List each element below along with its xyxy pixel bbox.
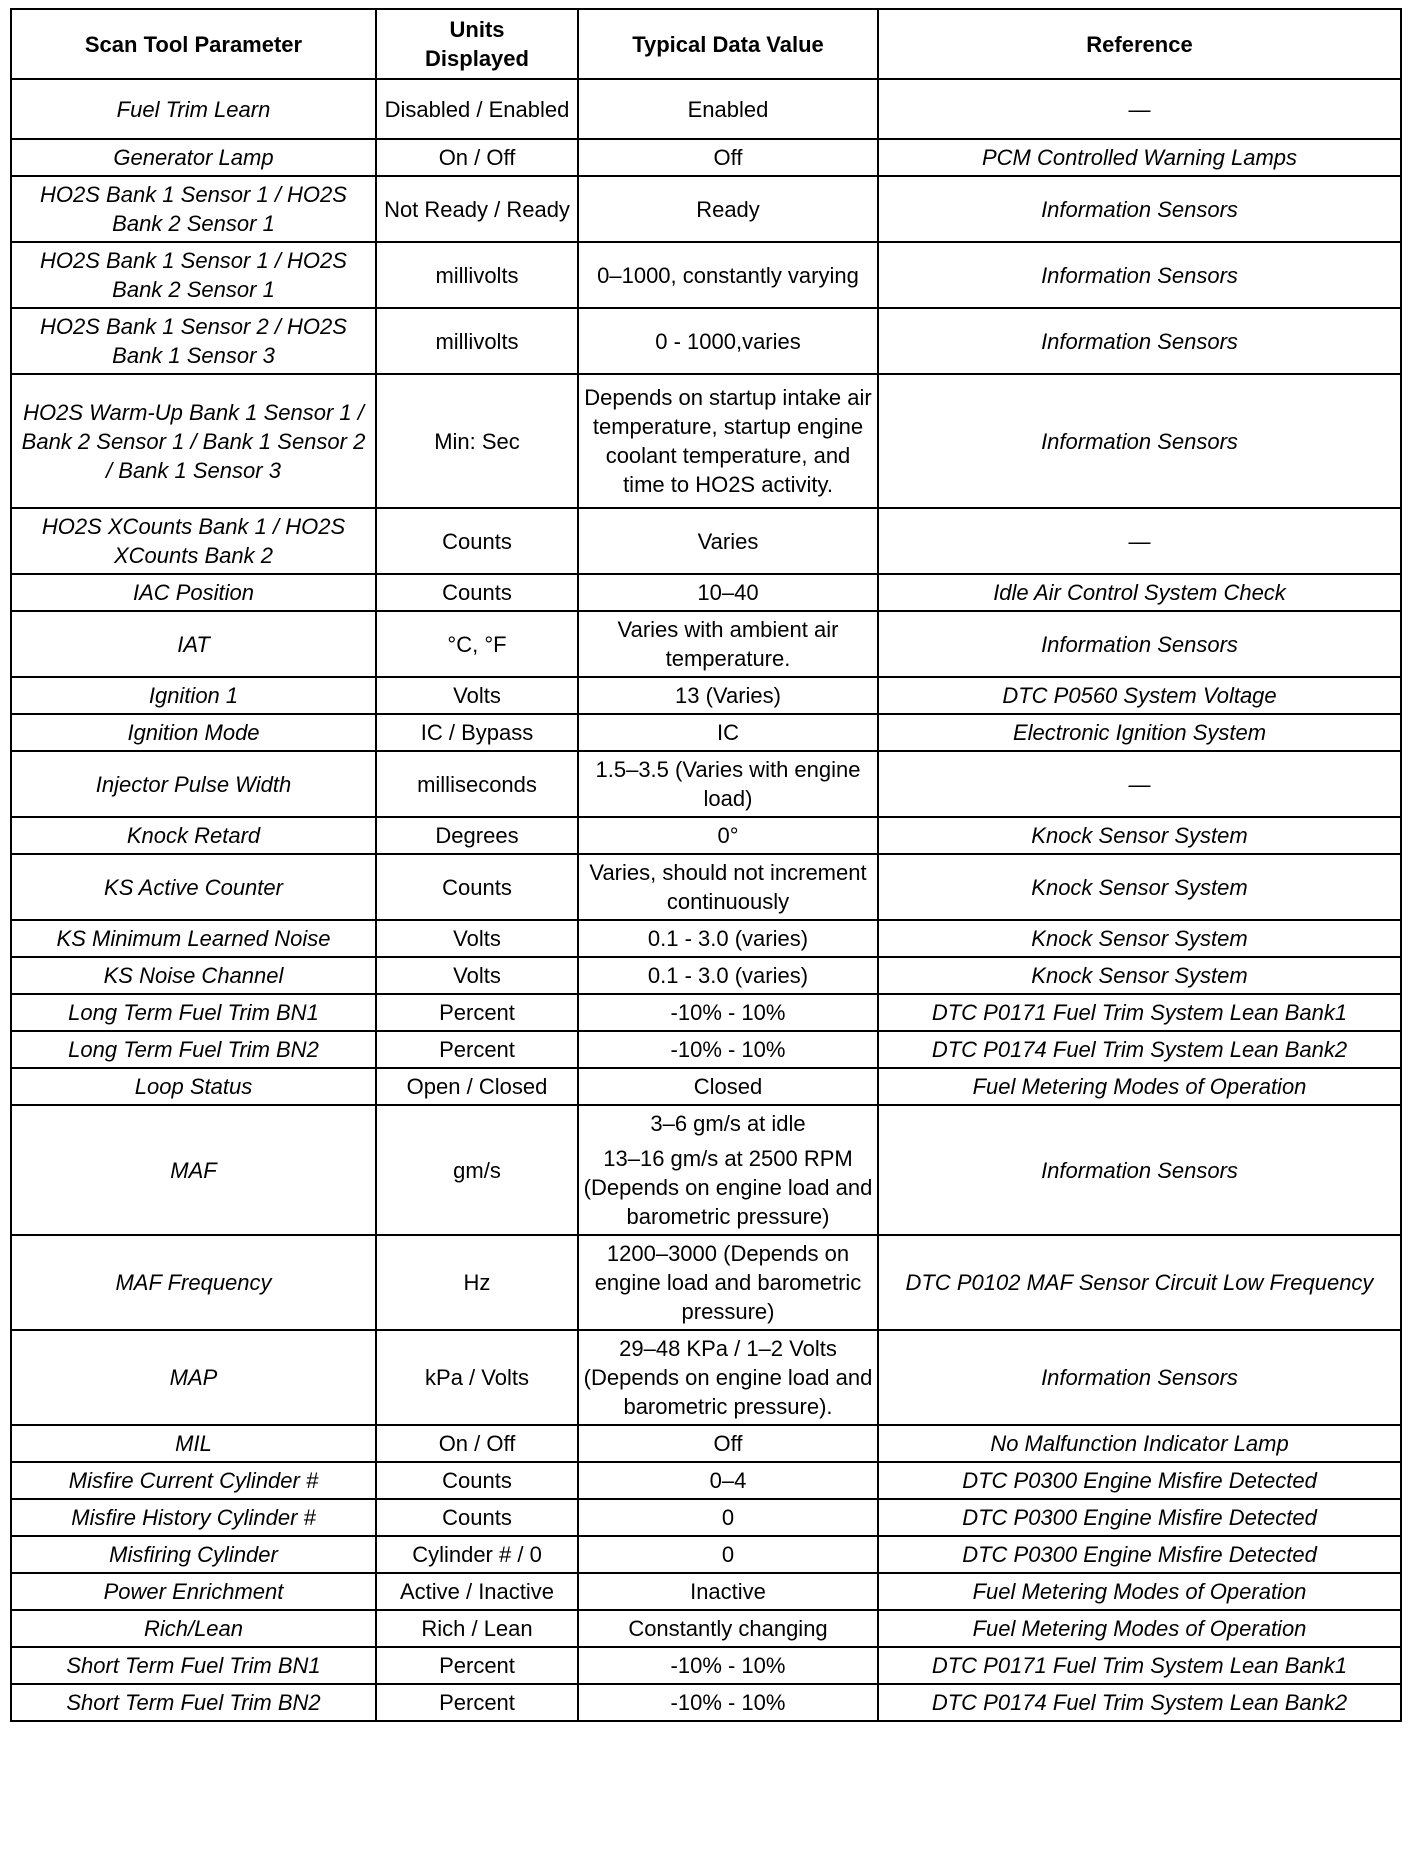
reference-cell: —: [878, 751, 1401, 817]
typical-value-cell: 29–48 KPa / 1–2 Volts (Depends on engine load and barometric pressure).: [578, 1330, 878, 1425]
reference-cell: No Malfunction Indicator Lamp: [878, 1425, 1401, 1462]
reference-cell: Information Sensors: [878, 308, 1401, 374]
table-row: [11, 714, 1401, 751]
parameter-cell: Ignition 1: [11, 677, 376, 714]
typical-value-cell: 10–40: [578, 574, 878, 611]
units-cell: Cylinder # / 0: [376, 1536, 578, 1573]
reference-cell: Knock Sensor System: [878, 920, 1401, 957]
units-cell: On / Off: [376, 139, 578, 176]
table-body: [11, 79, 1401, 1721]
parameter-cell: KS Noise Channel: [11, 957, 376, 994]
reference-cell: —: [878, 79, 1401, 139]
reference-cell: Information Sensors: [878, 176, 1401, 242]
units-cell: IC / Bypass: [376, 714, 578, 751]
table-row: [11, 957, 1401, 994]
typical-value-cell: -10% - 10%: [578, 1684, 878, 1721]
table-row: [11, 677, 1401, 714]
units-cell: Min: Sec: [376, 374, 578, 508]
reference-cell: DTC P0300 Engine Misfire Detected: [878, 1499, 1401, 1536]
typical-value-cell: Varies with ambient air temperature.: [578, 611, 878, 677]
table-row: [11, 1610, 1401, 1647]
reference-cell: DTC P0174 Fuel Trim System Lean Bank2: [878, 1031, 1401, 1068]
typical-value-cell: -10% - 10%: [578, 1031, 878, 1068]
typical-value-cell: Varies: [578, 508, 878, 574]
parameter-cell: Ignition Mode: [11, 714, 376, 751]
table-row: [11, 817, 1401, 854]
table-row: [11, 1462, 1401, 1499]
header-reference: Reference: [878, 9, 1401, 79]
table-row: [11, 1499, 1401, 1536]
table-row: [11, 176, 1401, 242]
units-cell: °C, °F: [376, 611, 578, 677]
table-row: [11, 1573, 1401, 1610]
header-parameter: Scan Tool Parameter: [11, 9, 376, 79]
typical-value-cell: Off: [578, 139, 878, 176]
table-row: [11, 1425, 1401, 1462]
table-row: [11, 1105, 1401, 1235]
parameter-cell: IAC Position: [11, 574, 376, 611]
table-row: [11, 139, 1401, 176]
parameter-cell: Misfire History Cylinder #: [11, 1499, 376, 1536]
typical-value-cell: [578, 1105, 878, 1235]
units-cell: Degrees: [376, 817, 578, 854]
parameter-cell: Generator Lamp: [11, 139, 376, 176]
table-row: [11, 1068, 1401, 1105]
units-cell: Percent: [376, 1031, 578, 1068]
typical-value-cell: Off: [578, 1425, 878, 1462]
units-cell: Disabled / Enabled: [376, 79, 578, 139]
units-cell: Hz: [376, 1235, 578, 1330]
scan-tool-data-sheet: [10, 8, 1400, 1722]
table-row: [11, 1684, 1401, 1721]
typical-value-cell: -10% - 10%: [578, 994, 878, 1031]
typical-value-line: 3–6 gm/s at idle: [650, 1111, 806, 1136]
reference-cell: Idle Air Control System Check: [878, 574, 1401, 611]
units-cell: Volts: [376, 677, 578, 714]
table-row: [11, 574, 1401, 611]
units-cell: Counts: [376, 1462, 578, 1499]
units-cell: millivolts: [376, 308, 578, 374]
parameter-cell: HO2S XCounts Bank 1 / HO2S XCounts Bank 2: [11, 508, 376, 574]
parameter-cell: Rich/Lean: [11, 1610, 376, 1647]
table-row: [11, 920, 1401, 957]
table-row: [11, 751, 1401, 817]
table-row: [11, 994, 1401, 1031]
header-row: [11, 9, 1401, 79]
parameter-cell: MAF: [11, 1105, 376, 1235]
parameter-cell: KS Minimum Learned Noise: [11, 920, 376, 957]
reference-cell: Knock Sensor System: [878, 957, 1401, 994]
units-cell: Counts: [376, 1499, 578, 1536]
parameter-cell: KS Active Counter: [11, 854, 376, 920]
reference-cell: Knock Sensor System: [878, 854, 1401, 920]
typical-value-cell: 0 - 1000,varies: [578, 308, 878, 374]
typical-value-cell: IC: [578, 714, 878, 751]
reference-cell: DTC P0300 Engine Misfire Detected: [878, 1536, 1401, 1573]
typical-value-cell: Inactive: [578, 1573, 878, 1610]
table-row: [11, 374, 1401, 508]
reference-cell: DTC P0171 Fuel Trim System Lean Bank1: [878, 1647, 1401, 1684]
typical-value-cell: 0.1 - 3.0 (varies): [578, 957, 878, 994]
reference-cell: —: [878, 508, 1401, 574]
units-cell: Volts: [376, 957, 578, 994]
parameter-cell: Loop Status: [11, 1068, 376, 1105]
table-row: [11, 1330, 1401, 1425]
typical-value-cell: Constantly changing: [578, 1610, 878, 1647]
units-cell: kPa / Volts: [376, 1330, 578, 1425]
parameter-cell: Injector Pulse Width: [11, 751, 376, 817]
typical-value-cell: 0°: [578, 817, 878, 854]
typical-value-cell: 0: [578, 1499, 878, 1536]
parameter-cell: Short Term Fuel Trim BN1: [11, 1647, 376, 1684]
typical-value-cell: 0.1 - 3.0 (varies): [578, 920, 878, 957]
typical-value-cell: -10% - 10%: [578, 1647, 878, 1684]
parameter-cell: HO2S Bank 1 Sensor 1 / HO2S Bank 2 Sensor 1: [11, 176, 376, 242]
reference-cell: DTC P0102 MAF Sensor Circuit Low Frequency: [878, 1235, 1401, 1330]
table-row: [11, 1647, 1401, 1684]
table-row: [11, 308, 1401, 374]
units-cell: Percent: [376, 1684, 578, 1721]
typical-value-cell: 13 (Varies): [578, 677, 878, 714]
reference-cell: Information Sensors: [878, 1330, 1401, 1425]
reference-cell: DTC P0174 Fuel Trim System Lean Bank2: [878, 1684, 1401, 1721]
typical-value-cell: 1200–3000 (Depends on engine load and barometric pressure): [578, 1235, 878, 1330]
units-cell: millivolts: [376, 242, 578, 308]
reference-cell: Information Sensors: [878, 242, 1401, 308]
units-cell: On / Off: [376, 1425, 578, 1462]
reference-cell: DTC P0560 System Voltage: [878, 677, 1401, 714]
units-cell: gm/s: [376, 1105, 578, 1235]
reference-cell: DTC P0300 Engine Misfire Detected: [878, 1462, 1401, 1499]
parameter-cell: Misfiring Cylinder: [11, 1536, 376, 1573]
parameter-cell: IAT: [11, 611, 376, 677]
typical-value-extra-line: 13–16 gm/s at 2500 RPM (Depends on engine load and barometric pressure): [583, 1146, 873, 1229]
reference-cell: Information Sensors: [878, 374, 1401, 508]
typical-value-cell: Ready: [578, 176, 878, 242]
typical-value-cell: Depends on startup intake air temperature, startup engine coolant temperature, and time to HO2S activity.: [578, 374, 878, 508]
reference-cell: Information Sensors: [878, 1105, 1401, 1235]
reference-cell: Fuel Metering Modes of Operation: [878, 1610, 1401, 1647]
typical-value-cell: Varies, should not increment continuously: [578, 854, 878, 920]
parameter-cell: Long Term Fuel Trim BN1: [11, 994, 376, 1031]
parameter-cell: Fuel Trim Learn: [11, 79, 376, 139]
units-cell: Counts: [376, 854, 578, 920]
parameter-cell: HO2S Bank 1 Sensor 2 / HO2S Bank 1 Sensor 3: [11, 308, 376, 374]
table-row: [11, 242, 1401, 308]
header-units: Units Displayed: [376, 9, 578, 79]
typical-value-cell: Closed: [578, 1068, 878, 1105]
table-row: [11, 1235, 1401, 1330]
table-header: [11, 9, 1401, 79]
parameter-cell: HO2S Warm-Up Bank 1 Sensor 1 / Bank 2 Sensor 1 / Bank 1 Sensor 2 / Bank 1 Sensor 3: [11, 374, 376, 508]
table-row: [11, 1031, 1401, 1068]
parameter-cell: MAF Frequency: [11, 1235, 376, 1330]
table-row: [11, 508, 1401, 574]
reference-cell: Knock Sensor System: [878, 817, 1401, 854]
reference-cell: Fuel Metering Modes of Operation: [878, 1068, 1401, 1105]
typical-value-cell: 0: [578, 1536, 878, 1573]
typical-value-cell: 0–4: [578, 1462, 878, 1499]
reference-cell: Fuel Metering Modes of Operation: [878, 1573, 1401, 1610]
parameter-cell: Misfire Current Cylinder #: [11, 1462, 376, 1499]
units-cell: Percent: [376, 994, 578, 1031]
parameter-cell: MAP: [11, 1330, 376, 1425]
scan-tool-parameter-table: [10, 8, 1402, 1722]
table-row: [11, 79, 1401, 139]
units-cell: Not Ready / Ready: [376, 176, 578, 242]
table-row: [11, 1536, 1401, 1573]
units-cell: Rich / Lean: [376, 1610, 578, 1647]
header-typical: Typical Data Value: [578, 9, 878, 79]
parameter-cell: Knock Retard: [11, 817, 376, 854]
typical-value-cell: Enabled: [578, 79, 878, 139]
reference-cell: DTC P0171 Fuel Trim System Lean Bank1: [878, 994, 1401, 1031]
parameter-cell: Power Enrichment: [11, 1573, 376, 1610]
units-cell: Active / Inactive: [376, 1573, 578, 1610]
table-row: [11, 611, 1401, 677]
units-cell: Volts: [376, 920, 578, 957]
parameter-cell: HO2S Bank 1 Sensor 1 / HO2S Bank 2 Sensor 1: [11, 242, 376, 308]
reference-cell: Electronic Ignition System: [878, 714, 1401, 751]
parameter-cell: MIL: [11, 1425, 376, 1462]
reference-cell: PCM Controlled Warning Lamps: [878, 139, 1401, 176]
units-cell: Percent: [376, 1647, 578, 1684]
units-cell: milliseconds: [376, 751, 578, 817]
units-cell: Counts: [376, 508, 578, 574]
typical-value-cell: 1.5–3.5 (Varies with engine load): [578, 751, 878, 817]
parameter-cell: Short Term Fuel Trim BN2: [11, 1684, 376, 1721]
parameter-cell: Long Term Fuel Trim BN2: [11, 1031, 376, 1068]
units-cell: Counts: [376, 574, 578, 611]
table-row: [11, 854, 1401, 920]
reference-cell: Information Sensors: [878, 611, 1401, 677]
units-cell: Open / Closed: [376, 1068, 578, 1105]
typical-value-cell: 0–1000, constantly varying: [578, 242, 878, 308]
